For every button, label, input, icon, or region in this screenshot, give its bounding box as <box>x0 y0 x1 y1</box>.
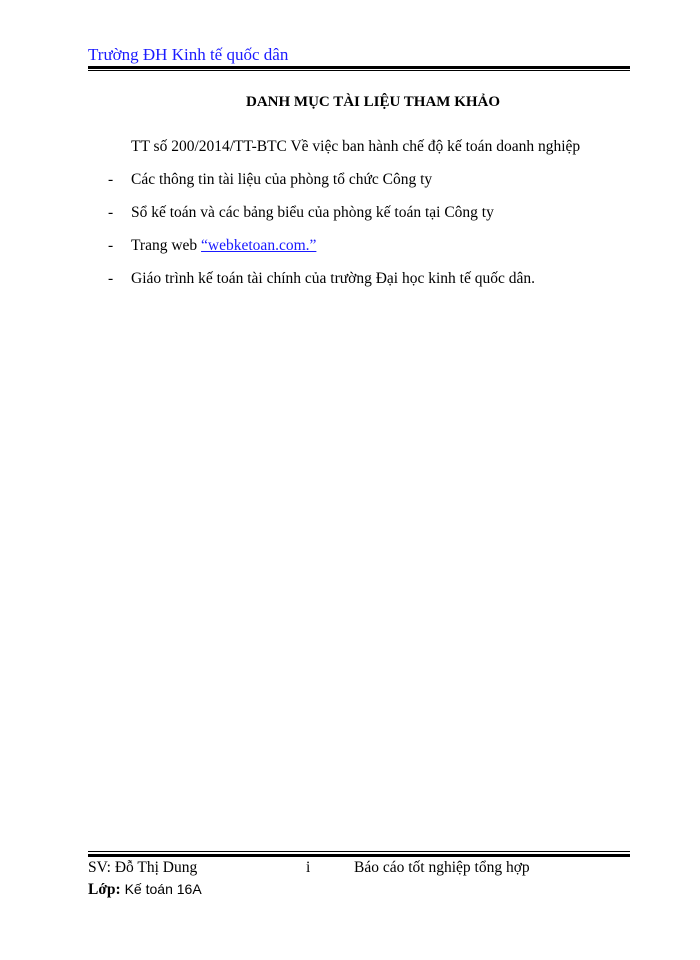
footer-report-title: Báo cáo tốt nghiệp tổng hợp <box>354 859 530 876</box>
header-school-name: Trường ĐH Kinh tế quốc dân <box>88 45 289 64</box>
reference-text: Các thông tin tài liệu của phòng tổ chức Công ty <box>131 171 433 188</box>
reference-text: Sổ kế toán và các bảng biểu của phòng kế toán tại Công ty <box>131 204 494 221</box>
header-rule-thick <box>88 66 630 69</box>
reference-text <box>131 237 316 255</box>
footer-class-value: Kế toán 16A <box>120 881 202 897</box>
footer-class-label: Lớp: <box>88 881 121 898</box>
footer-class <box>88 881 202 899</box>
footer-page-number: i <box>306 859 311 876</box>
list-bullet: - <box>108 270 114 287</box>
reference-text: Giáo trình kế toán tài chính của trường Đại học kinh tế quốc dân. <box>131 270 535 287</box>
footer-student: SV: Đỗ Thị Dung <box>88 859 198 876</box>
reference-prefix: Trang web <box>131 237 202 254</box>
page-title: DANH MỤC TÀI LIỆU THAM KHẢO <box>246 94 501 110</box>
header-rule-thin <box>88 70 630 71</box>
list-bullet: - <box>108 237 114 254</box>
list-bullet: - <box>108 171 114 188</box>
intro-reference: TT số 200/2014/TT-BTC Về việc ban hành chế độ kế toán doanh nghiệp <box>131 138 581 155</box>
footer-rule-thin <box>88 851 630 852</box>
list-bullet: - <box>108 204 114 221</box>
website-link[interactable]: “webketoan.com.” <box>201 237 317 254</box>
footer-rule-thick <box>88 854 630 857</box>
